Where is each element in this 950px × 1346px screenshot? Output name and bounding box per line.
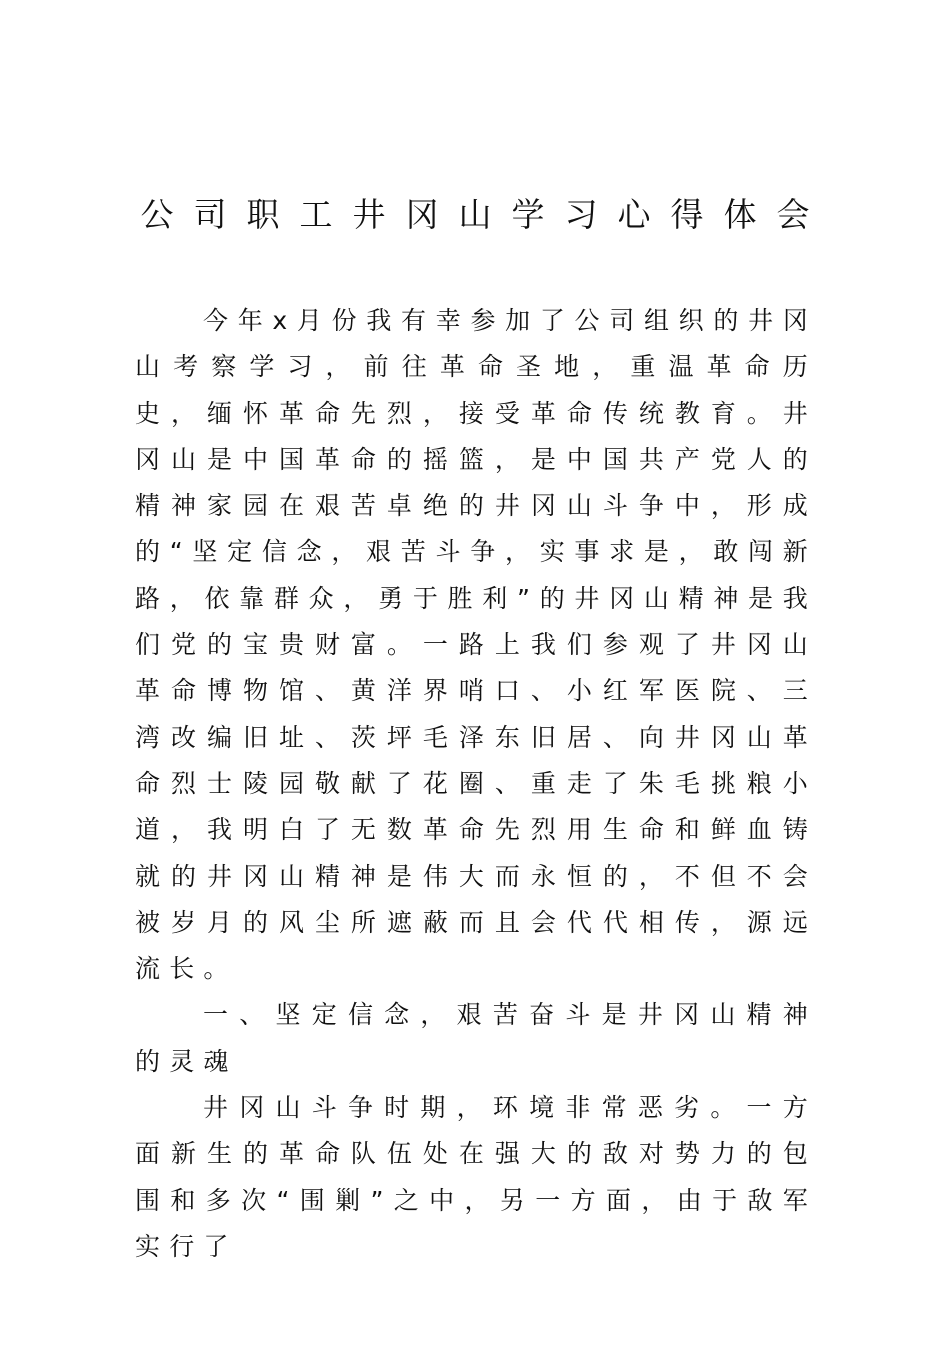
document-title: 公司职工井冈山学习心得体会 bbox=[140, 195, 830, 234]
paragraph-intro: 今年x月份我有幸参加了公司组织的井冈山考察学习，前往革命圣地，重温革命历史，缅怀革命先烈，接受革命传统教育。井冈山是中国革命的摇篮，是中国共产党人的精神家园在艰苦卓绝的井冈山斗争中，形成的“坚定信念，艰苦斗争，实事求是，敢闯新路，依靠群众，勇于胜利”的井冈山精神是我们党的宝贵财富。一路上我们参观了井冈山革命博物馆、黄洋界哨口、小红军医院、三湾改编旧址、茨坪毛泽东旧居、向井冈山革命烈士陵园敬献了花圈、重走了朱毛挑粮小道，我明白了无数革命先烈用生命和鲜血铸就的井冈山精神是伟大而永恒的，不但不会被岁月的风尘所遮蔽而且会代代相传，源远流长。 bbox=[135, 306, 817, 984]
section-heading-1: 一、坚定信念，艰苦奋斗是井冈山精神的灵魂 bbox=[135, 1000, 817, 1076]
paragraph-section-1: 井冈山斗争时期，环境非常恶劣。一方面新生的革命队伍处在强大的敌对势力的包围和多次“围剿”之中，另一方面，由于敌军实行了 bbox=[135, 1093, 817, 1261]
document-body bbox=[135, 298, 817, 1270]
